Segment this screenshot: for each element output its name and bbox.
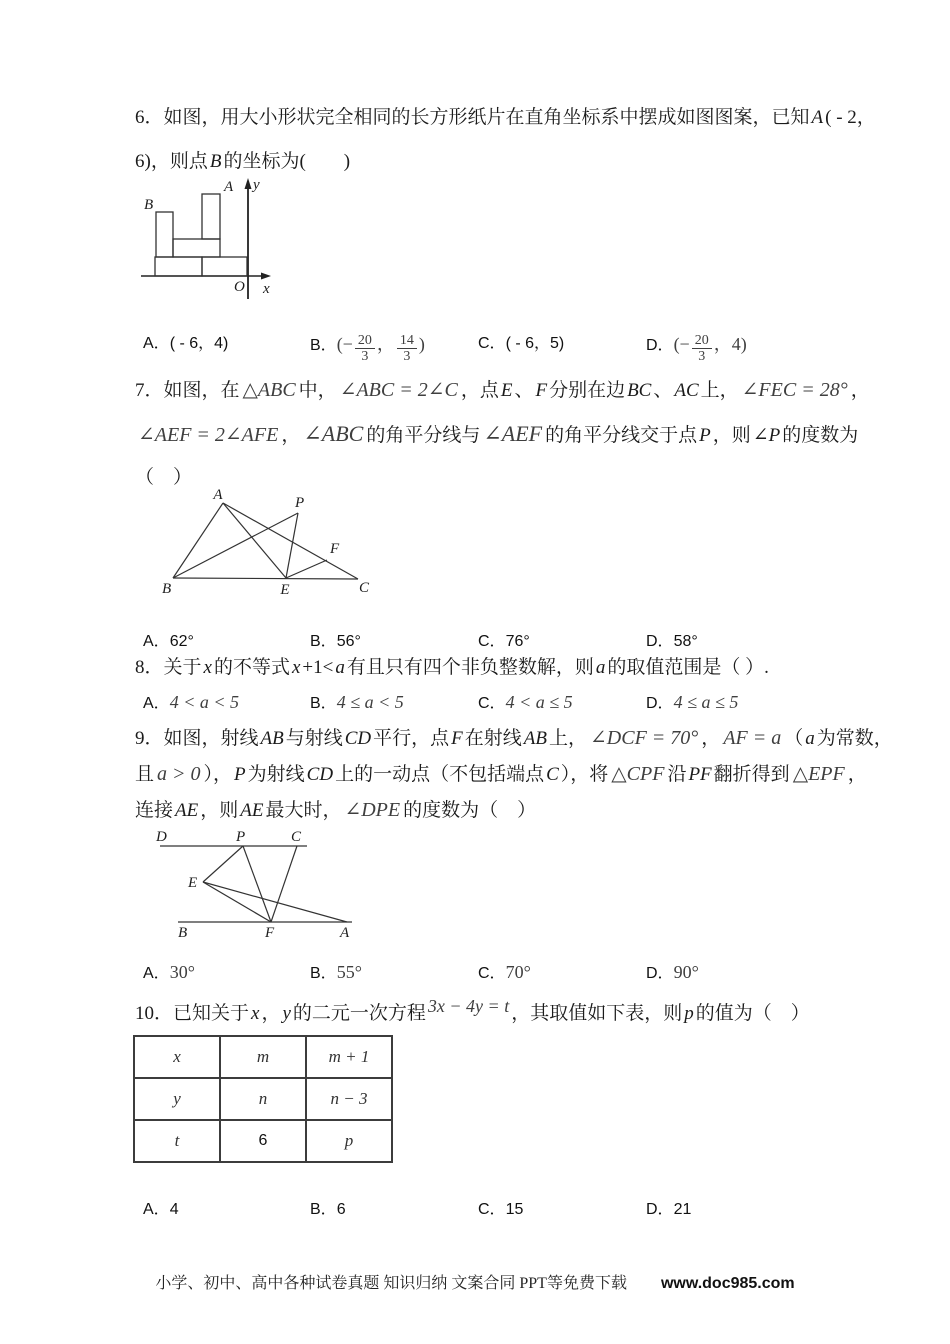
paren-open: (− [336, 334, 353, 354]
question-7-line-1 [135, 379, 870, 402]
option-letter: A． [143, 1201, 170, 1218]
text-segment: BC [627, 380, 652, 401]
text-segment: △ABC [242, 379, 296, 401]
q8-option-a [143, 690, 239, 713]
table-row [134, 1120, 392, 1162]
fraction [355, 333, 375, 365]
fraction [397, 333, 417, 365]
segment-AE [223, 503, 286, 578]
text-segment: 的坐标为( ) [223, 151, 351, 172]
text-segment: ， [847, 764, 867, 785]
question-6-line-1 [135, 107, 876, 129]
question-8-options [135, 690, 915, 720]
text-segment: ( - 2， [825, 107, 876, 128]
text-segment: CD [306, 764, 334, 785]
text-segment: 8．关于 [135, 657, 202, 678]
text-segment: AF = a [723, 727, 782, 749]
text-segment: ，点 [460, 380, 499, 401]
q10-value-table [133, 1035, 393, 1163]
segment-PF [243, 846, 271, 922]
q9-option-a [143, 960, 195, 983]
question-7-line-3 [135, 467, 192, 489]
option-letter: D． [646, 633, 674, 650]
text-segment: 的二元一次方程 [292, 1003, 426, 1024]
text-segment: P [234, 764, 246, 785]
option-letter: A． [143, 965, 170, 982]
q10-option-a [143, 1196, 179, 1219]
option-letter: B． [310, 337, 337, 354]
point-label-c: C [291, 829, 302, 845]
question-10-line-1 [135, 996, 810, 1025]
text-segment: （ [784, 728, 804, 749]
point-label-p: P [236, 829, 246, 845]
option-value: 15 [505, 1201, 524, 1218]
text-segment: ， [261, 1003, 281, 1024]
text-segment: 翻折得到 [713, 764, 790, 785]
segment-EF [286, 560, 327, 578]
option-letter: B． [310, 1201, 337, 1218]
option-letter: D． [646, 695, 674, 712]
denominator: 3 [403, 349, 411, 364]
question-7-line-2 [135, 423, 858, 447]
text-segment: 的角平分线与 [366, 425, 481, 446]
text-segment: ∠AEF [483, 421, 543, 446]
footer-site-link[interactable]: www.doc985.com [660, 1275, 795, 1292]
text-segment: 连接 [135, 800, 174, 821]
text-segment: 的度数为（ ） [403, 800, 537, 821]
text-segment: C [546, 764, 559, 785]
text-segment: （ ） [135, 467, 193, 488]
question-6-options [135, 330, 915, 364]
separator: ，4) [713, 334, 747, 354]
rect-middle-horizontal [173, 239, 220, 257]
option-value: ( - 6，5) [505, 335, 565, 352]
option-value: 56° [336, 633, 361, 650]
segment-BC [173, 578, 358, 579]
text-segment: 7．如图，在 [135, 380, 240, 401]
cell-x-header: x [134, 1036, 220, 1078]
option-value: 62° [169, 633, 194, 650]
q6-option-a [143, 330, 228, 353]
q10-option-d [646, 1196, 691, 1219]
numerator: 20 [692, 333, 712, 349]
y-axis-label: y [253, 177, 260, 193]
text-segment: AE [175, 800, 199, 821]
segment-BA [173, 503, 223, 578]
text-segment: 上， [549, 728, 588, 749]
cell-x-value-1: m [220, 1036, 306, 1078]
segment-CF [271, 846, 297, 922]
option-value: 6 [336, 1201, 346, 1218]
option-letter: C． [478, 695, 506, 712]
fraction [692, 333, 712, 365]
option-letter: B． [310, 633, 337, 650]
rect-bottom-right [202, 257, 247, 276]
origin-label: O [234, 279, 245, 295]
q7-option-a [143, 628, 194, 651]
cell-x-value-2: m + 1 [306, 1036, 392, 1078]
text-segment: x [203, 657, 212, 678]
text-segment: a [335, 657, 345, 678]
question-8-line-1 [135, 657, 769, 679]
option-value: 21 [673, 1201, 692, 1218]
option-value: 55° [336, 962, 362, 982]
question-9-options [135, 960, 915, 990]
segment-BP [173, 513, 298, 578]
option-value: 30° [169, 962, 195, 982]
point-label-a: A [213, 487, 223, 503]
point-label-a: A [224, 179, 234, 195]
point-label-p: P [295, 495, 305, 511]
text-segment: F [451, 728, 463, 749]
option-value: 4 < a < 5 [169, 692, 239, 712]
question-9-line-1 [135, 727, 893, 750]
text-segment: 分别在边 [549, 380, 626, 401]
text-segment: 为射线 [247, 764, 305, 785]
paren-open: (− [673, 334, 690, 354]
option-value: 4 ≤ a ≤ 5 [673, 692, 739, 712]
page-footer [0, 1270, 950, 1293]
text-segment: 沿 [667, 764, 687, 785]
text-segment: x [291, 657, 301, 678]
cell-t-value-2: p [306, 1120, 392, 1162]
option-value: 4 < a ≤ 5 [505, 692, 573, 712]
point-label-d: D [156, 829, 167, 845]
text-segment: CD [344, 728, 372, 749]
text-segment: ，其取值如下表，则 [511, 1003, 683, 1024]
q6-option-d [646, 330, 747, 364]
option-letter: C． [478, 633, 506, 650]
option-letter: A． [143, 335, 170, 352]
text-segment: ， [850, 380, 870, 401]
text-segment: ∠AEF = 2∠AFE [138, 424, 279, 446]
cell-y-header: y [134, 1078, 220, 1120]
text-segment: ， [281, 425, 301, 446]
table-row [134, 1078, 392, 1120]
text-segment: 6．如图，用大小形状完全相同的长方形纸片在直角坐标系中摆成如图图案，已知 [135, 107, 810, 128]
text-segment: a [595, 657, 606, 678]
text-segment: 在射线 [464, 728, 522, 749]
cell-y-value-1: n [220, 1078, 306, 1120]
footer-text: 小学、初中、高中各种试卷真题 知识归纳 文案合同 PPT等免费下载 [155, 1275, 627, 1292]
q10-option-c [478, 1196, 523, 1219]
table-row [134, 1036, 392, 1078]
option-letter: C． [478, 965, 506, 982]
text-segment: E [500, 380, 513, 401]
point-label-b: B [162, 581, 172, 597]
text-segment: 的取值范围是（ ）. [607, 657, 769, 678]
y-axis-arrow-icon [245, 178, 252, 189]
text-segment: 中， [298, 380, 337, 401]
figure-q9-parallel-lines [148, 826, 364, 940]
point-label-e: E [188, 875, 198, 891]
figure-q6-coordinate-rectangles [134, 176, 276, 304]
text-segment: ），将 [560, 764, 609, 785]
question-7-options [135, 628, 915, 658]
point-label-f: F [265, 925, 275, 940]
option-value: 4 [169, 1201, 179, 1218]
rect-tall-vertical [202, 194, 220, 239]
point-label-b: B [144, 197, 154, 213]
question-10-options [135, 1196, 915, 1226]
text-segment: AB [523, 728, 548, 749]
option-value: 70° [505, 962, 531, 982]
q8-option-c [478, 690, 573, 713]
q9-option-b [310, 960, 362, 983]
text-segment: a > 0 [157, 763, 201, 785]
rectangle-pattern [155, 194, 247, 276]
text-segment: 的值为（ ） [695, 1003, 810, 1024]
cell-t-value-1: 6 [220, 1120, 306, 1162]
question-9-line-2 [135, 763, 867, 786]
text-segment: 平行，点 [373, 728, 450, 749]
point-label-b: B [178, 925, 188, 940]
text-segment: ， [701, 728, 721, 749]
x-axis-label: x [263, 281, 270, 297]
q7-option-d [646, 628, 698, 651]
text-segment: 6)，则点 [135, 151, 208, 172]
q6-option-b [310, 330, 425, 364]
option-value: ( - 6，4) [169, 335, 229, 352]
text-segment: 的不等式 [213, 657, 290, 678]
option-letter: D． [646, 337, 674, 354]
option-letter: D． [646, 1201, 674, 1218]
option-value: 76° [505, 633, 530, 650]
text-segment: x [251, 1003, 260, 1024]
text-segment: 、 [514, 380, 534, 401]
point-label-a: A [340, 925, 350, 940]
text-segment: 、 [653, 380, 673, 401]
option-letter: C． [478, 335, 506, 352]
q8-option-d [646, 690, 738, 713]
text-segment: ∠DCF = 70° [590, 727, 699, 749]
option-value: 4 ≤ a < 5 [336, 692, 404, 712]
text-segment: △CPF [611, 763, 665, 785]
cell-t-header: t [134, 1120, 220, 1162]
text-segment: +1< [302, 657, 334, 678]
q7-option-b [310, 628, 361, 651]
numerator: 14 [397, 333, 417, 349]
point-label-f: F [330, 541, 340, 557]
text-segment: 的角平分线交于点 [545, 425, 698, 446]
text-segment: 上， [700, 380, 739, 401]
denominator: 3 [698, 349, 706, 364]
text-segment: ∠DPE [344, 799, 401, 821]
text-segment: 10．已知关于 [135, 1003, 250, 1024]
text-segment: AB [260, 728, 284, 749]
option-value: 90° [673, 962, 699, 982]
text-segment: p [684, 1003, 694, 1024]
text-segment: 且 [135, 764, 155, 785]
segment-EF [203, 882, 271, 922]
q8-option-b [310, 690, 404, 713]
point-label-e: E [280, 582, 290, 598]
q9-option-c [478, 960, 531, 983]
text-segment: 最大时， [265, 800, 342, 821]
text-segment: 为常数， [816, 728, 893, 749]
q9-option-d [646, 960, 699, 983]
text-segment: F [535, 380, 548, 401]
text-segment: 9．如图，射线 [135, 728, 259, 749]
text-segment: 有且只有四个非负整数解，则 [346, 657, 594, 678]
segment-EP [286, 513, 298, 578]
segment-PE [203, 846, 243, 882]
text-segment: ∠FEC = 28° [741, 379, 848, 401]
option-letter: C． [478, 1201, 506, 1218]
text-segment: P [699, 425, 711, 446]
option-letter: A． [143, 633, 170, 650]
point-label-c: C [359, 580, 370, 596]
text-segment: AC [674, 380, 699, 401]
text-segment: ）， [203, 764, 233, 785]
text-segment: y [282, 1003, 291, 1024]
text-segment: 上的一动点（不包括端点 [335, 764, 545, 785]
rect-bottom-left [155, 257, 202, 276]
x-axis-arrow-icon [261, 273, 271, 280]
q7-option-c [478, 628, 530, 651]
question-9-line-3 [135, 799, 536, 822]
rect-left-vertical [156, 212, 173, 257]
segment-EA [203, 882, 347, 922]
separator: ， [376, 334, 395, 354]
text-segment: ，则 [712, 425, 751, 446]
text-segment: △EPF [792, 763, 845, 785]
text-segment: a [805, 728, 815, 749]
text-segment: ∠ABC [303, 421, 364, 446]
text-segment: ，则 [200, 800, 239, 821]
paren-close: ) [418, 334, 425, 354]
text-segment: 与射线 [285, 728, 343, 749]
q6-option-c [478, 330, 564, 353]
text-segment: A [811, 107, 824, 128]
figure-q7-triangle [148, 487, 380, 601]
denominator: 3 [361, 349, 369, 364]
text-segment: PF [688, 764, 712, 785]
text-segment: ∠ABC = 2∠C [339, 379, 458, 401]
option-letter: B． [310, 965, 337, 982]
option-value: 58° [673, 633, 698, 650]
text-segment: ∠P [752, 425, 781, 446]
cell-y-value-2: n − 3 [306, 1078, 392, 1120]
q10-option-b [310, 1196, 346, 1219]
option-letter: B． [310, 695, 337, 712]
text-segment: 的度数为 [782, 425, 859, 446]
option-letter: D． [646, 965, 674, 982]
text-segment: AE [240, 800, 264, 821]
text-segment: 3x − 4y = t [427, 996, 510, 1016]
numerator: 20 [355, 333, 375, 349]
option-letter: A． [143, 695, 170, 712]
text-segment: B [209, 151, 222, 172]
question-6-line-2 [135, 151, 350, 173]
